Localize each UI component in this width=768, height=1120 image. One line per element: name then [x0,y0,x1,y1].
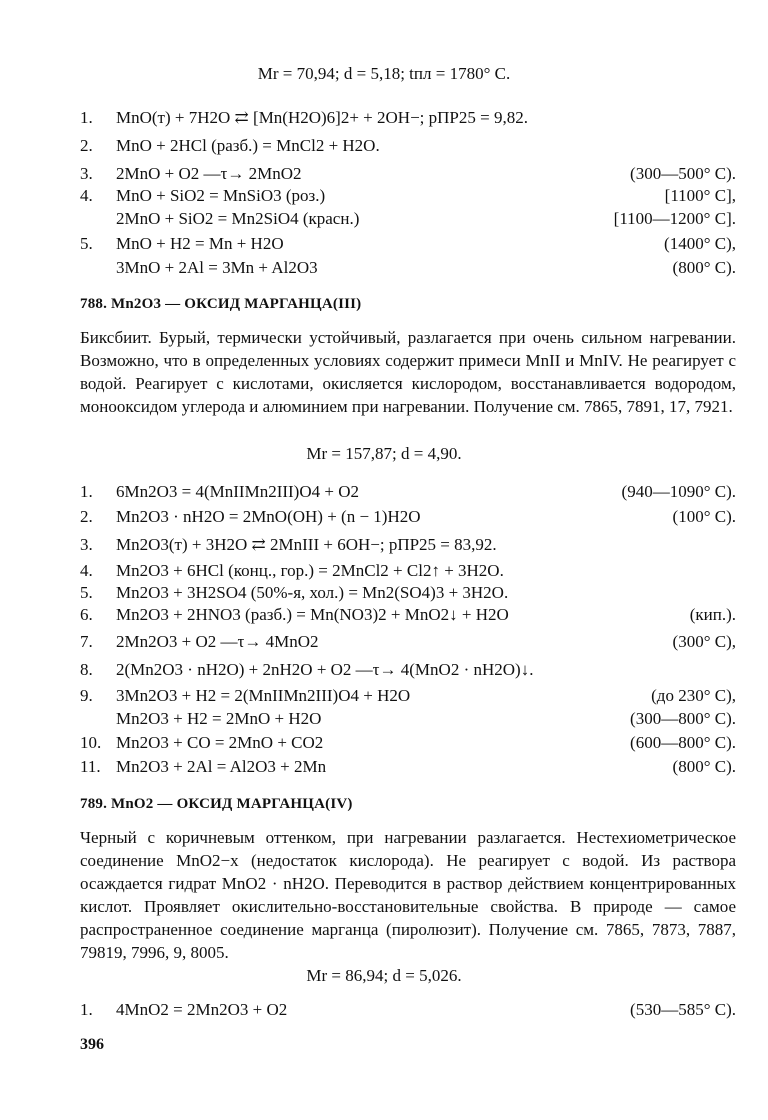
reaction-line: Mn2O3 + H2 = 2MnO + H2O (300—800° C). [116,709,736,728]
reaction-line: 4. MnO + SiO2 = MnSiO3 (роз.) [1100° C], [80,186,736,205]
section-heading-789: 789. MnO2 — ОКСИД МАРГАНЦА(IV) [80,796,353,812]
mno-properties: Mr = 70,94; d = 5,18; tпл = 1780° C. [257,64,511,83]
section-788-description: Биксбиит. Бурый, термически устойчивый, разлагается при очень сильном нагревании. Возможно, что в определенных условиях содержит примеси MnII и MnIV. Не реагирует с водой. Реагирует с кислотами, окисляется кислородом, восстанавливается водородом, монооксидом углерода и алюминием при нагревании. Получение см. 7865, 7891, 17, 7921. [80,328,736,416]
mn2o3-properties: Mr = 157,87; d = 4,90. [306,444,462,463]
reaction-line: 10. Mn2O3 + CO = 2MnO + CO2 (600—800° C). [80,733,736,752]
reaction-line: 1. MnO(т) + 7H2O ⇄ [Mn(H2O)6]2+ + 2OH−; pПР25 = 9,82. [80,108,528,127]
reaction-line: 1. 4MnO2 = 2Mn2O3 + O2 (530—585° C). [80,1000,736,1019]
reaction-line: 3MnO + 2Al = 3Mn + Al2O3 (800° C). [116,258,736,277]
reaction-line: 7. 2Mn2O3 + O2 —τ→ 4MnO2 (300° C), [80,632,736,651]
reaction-line: 11. Mn2O3 + 2Al = Al2O3 + 2Mn (800° C). [80,757,736,776]
reaction-line: 9. 3Mn2O3 + H2 = 2(MnIIMn2III)O4 + H2O (до 230° C), [80,686,736,705]
section-789-description: Черный с коричневым оттенком, при нагревании разлагается. Нестехиометрическое соединение MnO2−x (недостаток кислорода). Не реагирует с водой. Из раствора осаждается гидрат MnO2 · nH2O. Переводится в раствор действием концентрированных кислот. Проявляет окислительно-восстановительные свойства. В природе — самое распространенное соединение марганца (пиролюзит). Получение см. 7865, 7873, 7887, 79819, 7996, 9, 8005. [80,828,736,962]
reaction-line: 2. MnO + 2HCl (разб.) = MnCl2 + H2O. [80,136,380,155]
reaction-line: 2. Mn2O3 · nH2O = 2MnO(OH) + (n − 1)H2O (100° C). [80,507,736,526]
reaction-line: 3. Mn2O3(т) + 3H2O ⇄ 2MnIII + 6OH−; pПР25 = 83,92. [80,535,497,554]
reaction-line: 2MnO + SiO2 = Mn2SiO4 (красн.) [1100—1200° C]. [116,209,736,228]
reaction-line: 5. Mn2O3 + 3H2SO4 (50%-я, хол.) = Mn2(SO4)3 + 3H2O. [80,583,509,602]
page-number: 396 [80,1036,104,1053]
reaction-line: 5. MnO + H2 = Mn + H2O (1400° C), [80,234,736,253]
reaction-line: 6. Mn2O3 + 2HNO3 (разб.) = Mn(NO3)2 + MnO2↓ + H2O (кип.). [80,605,736,624]
mno2-properties: Mr = 86,94; d = 5,026. [306,966,462,985]
reaction-line: 3. 2MnO + O2 —τ→ 2MnO2 (300—500° C). [80,164,736,183]
reaction-line: 4. Mn2O3 + 6HCl (конц., гор.) = 2MnCl2 + Cl2↑ + 3H2O. [80,561,504,580]
reaction-line: 8. 2(Mn2O3 · nH2O) + 2nH2O + O2 —τ→ 4(MnO2 · nH2O)↓. [80,660,534,679]
reaction-line: 1. 6Mn2O3 = 4(MnIIMn2III)O4 + O2 (940—1090° C). [80,482,736,501]
section-heading-788: 788. Mn2O3 — ОКСИД МАРГАНЦА(III) [80,296,362,312]
